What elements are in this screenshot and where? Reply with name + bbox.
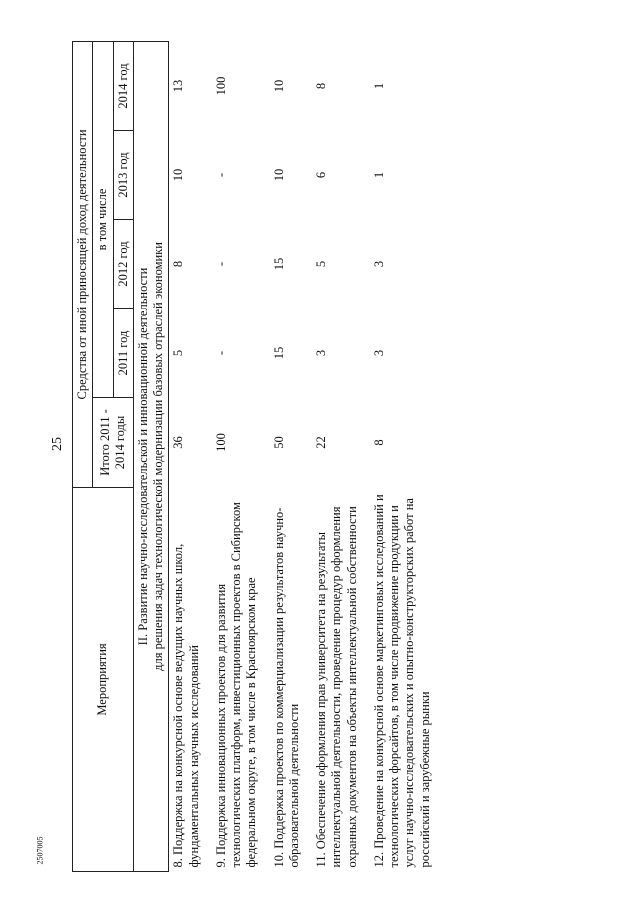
row-name: 10. Поддержка проектов по коммерциализации результатов научно-образовательной деятельности — [271, 507, 301, 868]
row-2012: 5 — [314, 260, 328, 268]
row-2014: 10 — [271, 79, 286, 93]
row-2013: 6 — [314, 171, 328, 179]
row-2014: 100 — [213, 76, 228, 96]
row-2013: 1 — [371, 171, 386, 179]
row-2013: 10 — [171, 168, 186, 182]
row-2011: 3 — [314, 349, 328, 357]
header-year-2013: 2013 год — [113, 131, 133, 220]
row-2014: 13 — [171, 79, 186, 93]
row-2014: 8 — [314, 82, 328, 90]
row-2013: 10 — [271, 168, 286, 182]
row-total: 22 — [314, 436, 328, 449]
table-row — [312, 41, 370, 871]
table-row — [212, 41, 270, 871]
section-title-line2: для решения задач технологической модернизации базовых отраслей экономики — [151, 242, 165, 671]
row-2012: 8 — [171, 260, 186, 268]
row-2011: 15 — [271, 346, 286, 360]
header-funds: Средства от иной приносящей доход деятельности — [73, 41, 93, 487]
table-row — [270, 41, 313, 871]
row-2011: - — [213, 350, 228, 356]
row-2012: 3 — [371, 260, 386, 268]
row-2012: - — [213, 261, 228, 267]
header-including: в том числе — [93, 41, 113, 397]
row-total: 8 — [371, 439, 386, 446]
row-total: 36 — [171, 436, 186, 449]
row-2013: - — [213, 172, 228, 178]
row-name: 12. Проведение на конкурсной основе маркетинговых исследований и технологических форсайтов, в том числе продвижение продукции и услуг научно-исследовательских и опытно-конструкторских работ на российский и зарубежные рынки — [371, 494, 432, 868]
row-name: 8. Поддержка на конкурсной основе ведущих научных школ, фундаментальных научных исследований — [171, 543, 201, 868]
header-activities: Мероприятия — [73, 488, 134, 872]
section-title — [133, 41, 169, 871]
row-2011: 5 — [171, 349, 186, 357]
funding-table — [72, 41, 443, 872]
row-2014: 1 — [371, 82, 386, 90]
header-total: Итого 2011 - 2014 годы — [93, 398, 134, 488]
row-name: 9. Поддержка инновационных проектов для развития технологических платформ, инвестиционных проектов в Сибирском федеральном округе, в том числе в Красноярском крае — [213, 502, 259, 868]
row-total: 50 — [271, 436, 286, 449]
header-year-2012: 2012 год — [113, 220, 133, 309]
table-row — [169, 41, 212, 871]
page-number: 25 — [50, 437, 65, 451]
row-2011: 3 — [371, 349, 386, 357]
section-title-line1: II. Развитие научно-исследовательской и инновационной деятельности — [135, 267, 150, 646]
document-code: 2507005 — [35, 836, 45, 865]
row-2012: 15 — [271, 257, 286, 271]
rotated-page-content — [72, 42, 532, 872]
row-total: 100 — [213, 433, 228, 452]
header-year-2011: 2011 год — [113, 309, 133, 398]
table-row — [370, 41, 443, 871]
row-name: 11. Обеспечение оформления прав университета на результаты интеллектуальной деятельности, проведение процедур оформления охранных документов на объекты интеллектуальной собственности — [314, 506, 359, 868]
header-year-2014: 2014 год — [113, 41, 133, 130]
